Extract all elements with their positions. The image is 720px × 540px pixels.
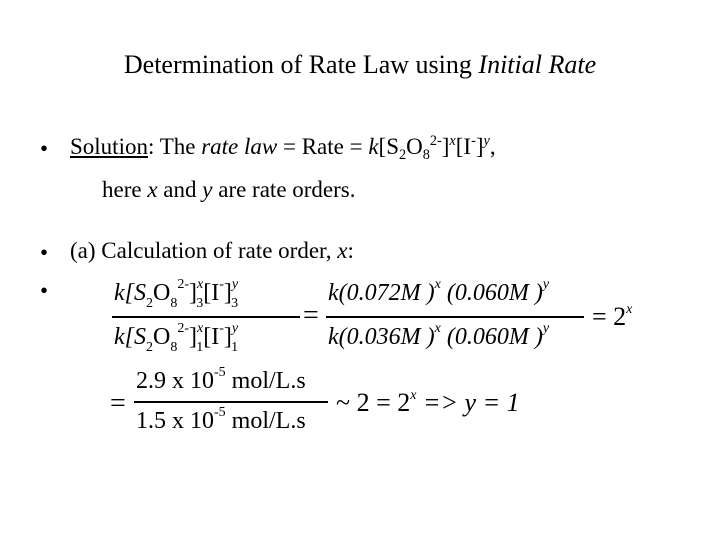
lhs-fraction bbox=[112, 277, 302, 360]
calc-post: : bbox=[347, 238, 354, 263]
row2-den-val: 1.5 x 10 bbox=[136, 408, 214, 434]
lhs-num-y: y bbox=[231, 277, 239, 292]
lhs-numerator bbox=[114, 277, 239, 311]
mid-denominator bbox=[328, 321, 550, 351]
close-bracket: ] bbox=[441, 134, 450, 159]
lhs-den-sub1: 1 bbox=[196, 340, 204, 355]
mid-num-b: (0.060M ) bbox=[440, 280, 543, 306]
mid-numerator bbox=[328, 277, 550, 307]
calc-x: x bbox=[337, 238, 348, 263]
row2-tail-b: => y = 1 bbox=[416, 388, 520, 417]
line2-y: y bbox=[202, 177, 213, 202]
lhs-den-i-charge: - bbox=[219, 321, 224, 336]
row2-conclusion bbox=[336, 388, 520, 418]
lhs-den-sub1b: 1 bbox=[231, 340, 239, 355]
row2-den-exp: -5 bbox=[214, 405, 226, 420]
rhs-text: = 2 bbox=[592, 302, 627, 331]
row2-equals: = bbox=[110, 388, 126, 419]
lhs-den-i-close: ] bbox=[223, 324, 232, 350]
lhs-num-k: k[S bbox=[114, 280, 146, 306]
lhs-num-o: O bbox=[153, 280, 171, 306]
lhs-num-i-close: ] bbox=[223, 280, 232, 306]
mid-num-x: x bbox=[434, 277, 441, 292]
s-bracket: [S bbox=[378, 134, 399, 159]
line2-mid: and bbox=[157, 177, 203, 202]
line2-x: x bbox=[147, 177, 158, 202]
slide-title bbox=[0, 50, 720, 80]
title-emphasis: Initial Rate bbox=[478, 50, 597, 79]
iodide-bracket: [I bbox=[455, 134, 472, 159]
rate-orders-line bbox=[102, 177, 356, 203]
row2-num-exp: -5 bbox=[214, 365, 226, 380]
row2-fraction bbox=[134, 365, 330, 438]
mid-den-x: x bbox=[434, 321, 441, 336]
lhs-num-sub3b: 3 bbox=[231, 296, 239, 311]
line2-post: are rate orders. bbox=[212, 177, 356, 202]
o-subscript: 8 bbox=[422, 146, 430, 163]
row2-tail-x: x bbox=[410, 388, 417, 403]
rhs-x: x bbox=[626, 302, 633, 317]
row2-fraction-bar bbox=[134, 401, 328, 403]
rate-constant: k bbox=[368, 134, 379, 159]
order-y: y bbox=[483, 133, 490, 150]
calc-pre: (a) Calculation of rate order, bbox=[70, 238, 338, 263]
lhs-den-x: x bbox=[197, 321, 204, 336]
iodide-charge: - bbox=[471, 133, 476, 150]
lhs-num-o-sub: 8 bbox=[170, 296, 178, 311]
bullet: • bbox=[40, 136, 49, 161]
lhs-denominator bbox=[114, 321, 239, 355]
bullet: • bbox=[40, 240, 49, 265]
lhs-num-close: ] bbox=[189, 280, 198, 306]
lhs-den-y: y bbox=[231, 321, 239, 336]
equals-sign: = bbox=[303, 300, 319, 331]
row2-tail: ~ 2 = 2 bbox=[336, 388, 411, 417]
rate-eq-text: = Rate = bbox=[277, 134, 369, 159]
row2-den-unit: mol/L.s bbox=[225, 408, 306, 434]
rhs-result bbox=[592, 302, 632, 332]
solution-colon: : The bbox=[147, 134, 202, 159]
lhs-fraction-bar bbox=[112, 316, 300, 318]
lhs-num-i-charge: - bbox=[219, 277, 224, 292]
mid-den-b: (0.060M ) bbox=[440, 324, 543, 350]
row2-denominator bbox=[136, 405, 306, 435]
lhs-den-o: O bbox=[153, 324, 171, 350]
lhs-den-close: ] bbox=[189, 324, 198, 350]
title-text: Determination of Rate Law using bbox=[123, 50, 479, 79]
mid-num-y: y bbox=[542, 277, 550, 292]
lhs-den-o-sub: 8 bbox=[170, 340, 178, 355]
iodide-close: ] bbox=[475, 134, 484, 159]
lhs-num-s-sub: 2 bbox=[146, 296, 153, 311]
mid-fraction bbox=[326, 277, 588, 360]
mid-den-y: y bbox=[542, 321, 550, 336]
lhs-den-k: k[S bbox=[114, 324, 146, 350]
row2-num-unit: mol/L.s bbox=[225, 368, 306, 394]
row2-num-val: 2.9 x 10 bbox=[136, 368, 214, 394]
mid-den-a: k(0.036M ) bbox=[328, 324, 435, 350]
o-symbol: O bbox=[406, 134, 423, 159]
s-subscript: 2 bbox=[399, 146, 407, 163]
lhs-num-sub3: 3 bbox=[196, 296, 204, 311]
lhs-den-charge: 2- bbox=[177, 321, 190, 336]
lhs-den-i: [I bbox=[203, 324, 220, 350]
persulfate-charge: 2- bbox=[429, 133, 442, 150]
lhs-num-i: [I bbox=[203, 280, 220, 306]
lhs-num-charge: 2- bbox=[177, 277, 190, 292]
lhs-num-x: x bbox=[197, 277, 204, 292]
solution-label: Solution bbox=[70, 134, 148, 159]
mid-num-a: k(0.072M ) bbox=[328, 280, 435, 306]
order-x: x bbox=[449, 133, 456, 150]
mid-fraction-bar bbox=[326, 316, 584, 318]
row2-numerator bbox=[136, 365, 306, 395]
solution-line bbox=[70, 133, 496, 163]
bullet: • bbox=[40, 278, 49, 303]
line-end: , bbox=[489, 134, 496, 159]
rate-law-term: rate law bbox=[201, 134, 278, 159]
line2-pre: here bbox=[102, 177, 148, 202]
calculation-line bbox=[70, 238, 354, 264]
lhs-den-s-sub: 2 bbox=[146, 340, 153, 355]
